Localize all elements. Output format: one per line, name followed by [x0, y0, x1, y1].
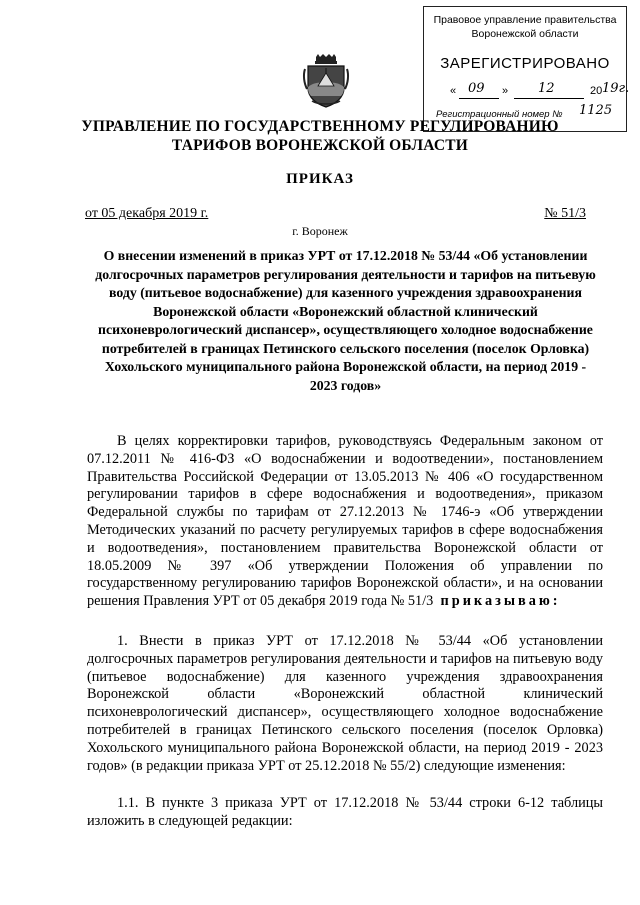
stamp-date-year: 19г.	[602, 81, 630, 96]
stamp-day-underline	[459, 98, 499, 99]
order-city: г. Воронеж	[292, 224, 348, 238]
stamp-authority-line2: Воронежской области	[471, 28, 579, 40]
preamble-text: В целях корректировки тарифов, руководствуясь Федеральным законом от 07.12.2011 № 416-ФЗ «О водоснабжении и водоотведении», постановлением Правительства Российской Федерации от 13.05.2013 № 406 «О государственном регулировании тарифов в сфере водоснабжения и водоотведения», приказом Федеральной службы по тарифам от 27.12.2013 № 1746-э «Об утверждении Методических указаний по расчету регулируемых тарифов в сфере водоснабжения и водоотведения», постановлением правительства Воронежской области от 18.05.2009 № 397 «Об утверждении Положения об управлении по государственному регулированию тарифов Воронежской области», и на основании решения Правления УРТ от 05 декабря 2019 года № 51/3	[87, 433, 603, 610]
organization-title-line1: УПРАВЛЕНИЕ ПО ГОСУДАРСТВЕННОМУ РЕГУЛИРОВАНИЮ	[81, 118, 559, 135]
order-subject: О внесении изменений в приказ УРТ от 17.12.2018 № 53/44 «Об установлении долгосрочных параметров регулирования деятельности и тарифов на питьевую воду (питьевое водоснабжение) для казенного учреждения здравоохранения Воронежской области «Воронежский областной клинический психоневрологический диспансер», осуществляющего холодное водоснабжение потребителей в границах Петинского сельского поселения (поселок Орловка) Хохольского муниципального района Воронежской области, на период 2019 - 2023 годов»	[95, 248, 596, 393]
coat-of-arms-emblem	[302, 53, 350, 109]
clause-1-text: 1. Внести в приказ УРТ от 17.12.2018 № 53/44 «Об установлении долгосрочных параметров регулирования деятельности и тарифов на питьевую воду (питьевое водоснабжение) для казенного учреждения здравоохранения Воронежской области «Воронежский областной клинический психоневрологический диспансер», осуществляющего холодное водоснабжение потребителей в границах Петинского сельского поселения (поселок Орловка) Хохольского муниципального района Воронежской области, на период 2019 - 2023 годов» (в редакции приказа УРТ от 25.12.2018 № 55/2) следующие изменения:	[87, 633, 603, 774]
order-number: № 51/3	[544, 206, 586, 221]
stamp-date-year-prefix: 20	[590, 85, 603, 97]
stamp-authority-line1: Правовое управление правительства	[433, 14, 617, 26]
stamp-date-day: 09	[468, 81, 485, 96]
stamp-date-month: 12	[538, 81, 555, 96]
stamp-date	[450, 81, 630, 101]
stamp-quote-open: «	[450, 85, 457, 97]
stamp-month-underline	[514, 98, 584, 99]
stamp-quote-close: »	[502, 85, 509, 97]
stamp-registered-text: ЗАРЕГИСТРИРОВАНО	[440, 55, 610, 72]
registration-stamp	[423, 6, 630, 132]
order-date: от 05 декабря 2019 г.	[85, 206, 209, 221]
clause-1-1-paragraph	[87, 795, 603, 831]
document-type: ПРИКАЗ	[286, 171, 354, 187]
stamp-reg-label: Регистрационный номер №	[436, 109, 563, 120]
clause-1-paragraph	[87, 633, 603, 775]
clause-1-1-text: 1.1. В пункте 3 приказа УРТ от 17.12.2018 № 53/44 строки 6-12 таблицы изложить в следующей редакции:	[87, 795, 603, 829]
organization-title-line2: ТАРИФОВ ВОРОНЕЖСКОЙ ОБЛАСТИ	[171, 137, 469, 154]
order-keyword: приказываю:	[440, 593, 561, 610]
stamp-reg-number-value: 1125	[579, 103, 613, 118]
preamble-paragraph	[87, 433, 603, 611]
